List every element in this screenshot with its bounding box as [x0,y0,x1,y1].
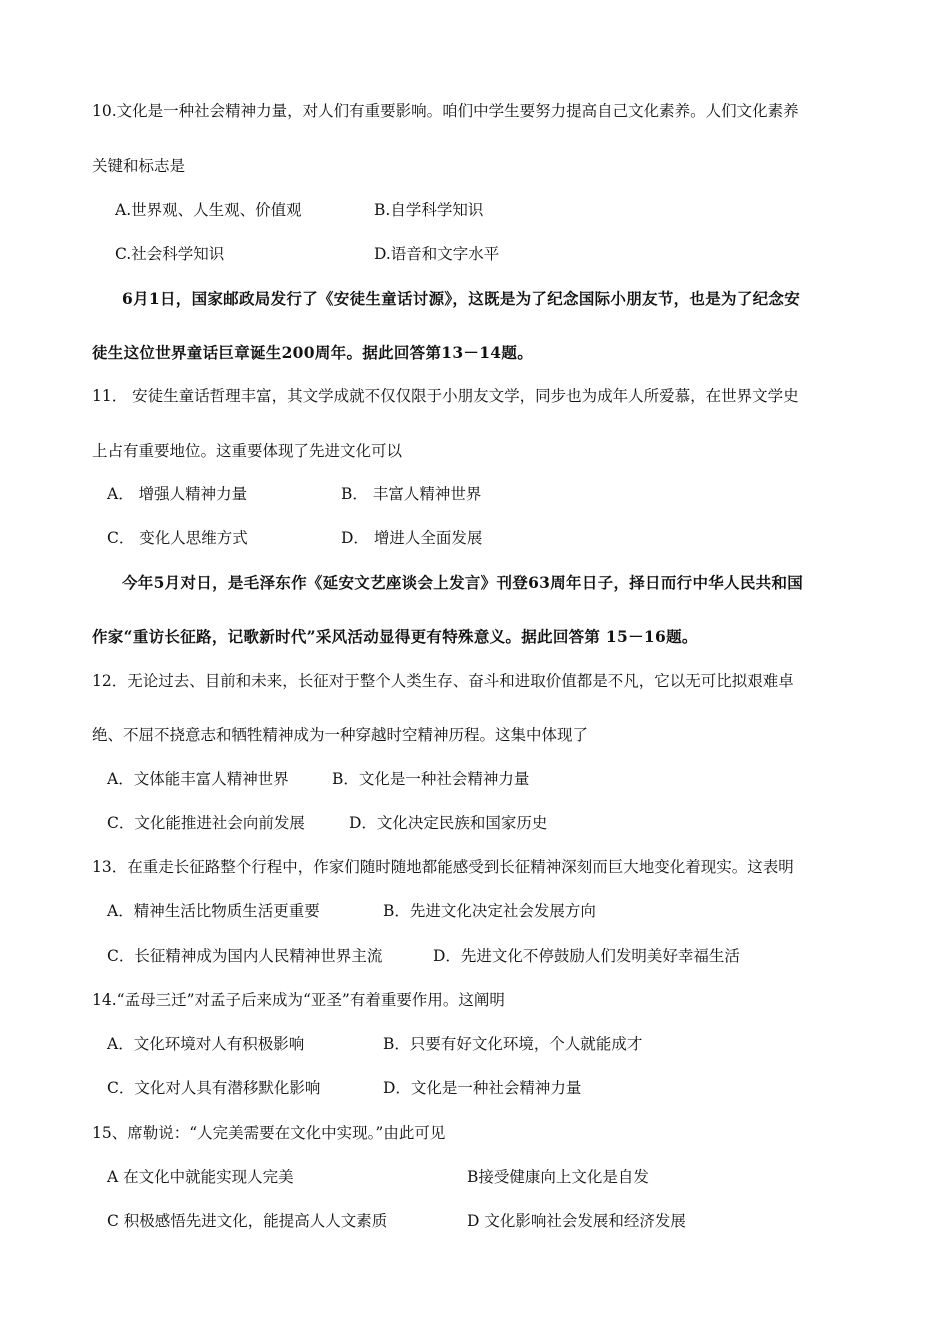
q10-option-b: B.自学科学知识 [374,201,484,219]
q13-option-b: B．先进文化决定社会发展方向 [383,902,596,920]
q10-option-d: D.语音和文字水平 [374,245,500,263]
q12-option-c: C．文化能推进社会向前发展 [107,814,305,832]
q14-option-c: C．文化对人具有潜移默化影响 [107,1079,321,1097]
q14-option-b: B．只要有好文化环境，个人就能成才 [383,1035,643,1053]
q14-option-a: A．文化环境对人有积极影响 [107,1035,305,1053]
q15-option-a: A 在文化中就能实现人完美 [107,1168,294,1186]
q13-option-c: C．长征精神成为国内人民精神世界主流 [107,947,383,965]
q13-stem-line1: 13．在重走长征路整个行程中，作家们随时随地都能感受到长征精神深刻而巨大地变化着现实。这表明 [92,858,794,876]
q15-option-c: C 积极感悟先进文化，能提高人人文素质 [107,1212,388,1230]
q12-option-d: D．文化决定民族和国家历史 [349,814,548,832]
q12-stem-line2: 绝、不屈不挠意志和牺牲精神成为一种穿越时空精神历程。这集中体现了 [92,726,589,744]
q15-stem-line1: 15、席勒说：“人完美需要在文化中实现。”由此可见 [92,1124,446,1142]
q11-stem-line1: 11． 安徒生童话哲理丰富，其文学成就不仅仅限于小朋友文学，同步也为成年人所爱慕，在世界文学史 [92,387,799,405]
q11-option-a: A． 增强人精神力量 [107,485,248,503]
passage2-line2: 作家“重访长征路，记歌新时代”采风活动显得更有特殊意义。据此回答第 15－16题。 [92,627,698,646]
q15-option-b: B接受健康向上文化是自发 [467,1168,649,1186]
q11-option-b: B． 丰富人精神世界 [341,485,482,503]
passage1-line2: 徒生这位世界童话巨章诞生200周年。据此回答第13－14题。 [92,343,533,362]
q10-stem-line1: 10.文化是一种社会精神力量，对人们有重要影响。咱们中学生要努力提高自己文化素养。人们文化素养 [92,102,799,120]
q11-stem-line2: 上占有重要地位。这重要体现了先进文化可以 [92,442,403,460]
q10-stem-line2: 关键和标志是 [92,157,186,175]
q12-stem-line1: 12．无论过去、目前和未来，长征对于整个人类生存、奋斗和进取价值都是不凡，它以无可比拟艰难卓 [92,672,794,690]
q14-stem-line1: 14.“孟母三迁”对孟子后来成为“亚圣”有着重要作用。这阐明 [92,991,505,1009]
q12-option-a: A．文体能丰富人精神世界 [107,770,289,788]
q11-option-d: D． 增进人全面发展 [341,529,483,547]
passage2-line1: 今年5月对日，是毛泽东作《延安文艺座谈会上发言》刊登63周年日子，择日而行中华人民共和国 [122,573,804,592]
q15-option-d: D 文化影响社会发展和经济发展 [467,1212,686,1230]
q12-option-b: B．文化是一种社会精神力量 [332,770,530,788]
passage1-line1: 6月1日，国家邮政局发行了《安徒生童话讨源》，这既是为了纪念国际小朋友节，也是为了纪念安 [122,289,801,308]
q13-option-a: A．精神生活比物质生活更重要 [107,902,320,920]
q11-option-c: C． 变化人思维方式 [107,529,248,547]
q10-option-a: A.世界观、人生观、价值观 [115,201,302,219]
q10-option-c: C.社会科学知识 [115,245,225,263]
q14-option-d: D．文化是一种社会精神力量 [383,1079,582,1097]
q13-option-d: D．先进文化不停鼓励人们发明美好幸福生活 [433,947,740,965]
